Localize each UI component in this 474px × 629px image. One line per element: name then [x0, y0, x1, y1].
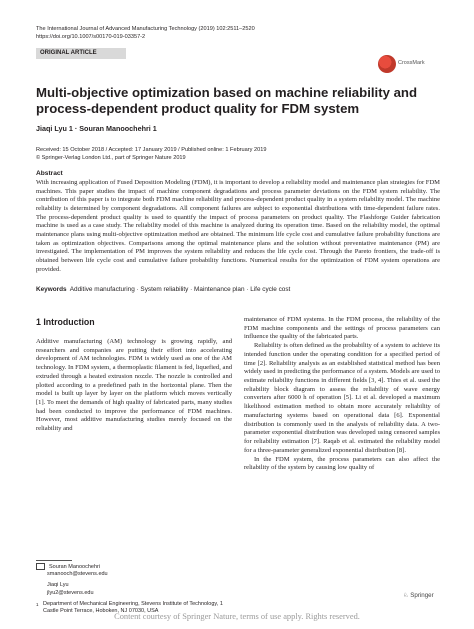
author-list: Jiaqi Lyu 1 · Souran Manoochehri 1 — [36, 124, 157, 133]
paragraph: maintenance of FDM systems. In the FDM process, the reliability of the FDM machine components and the settings of process parameters can influence the quality of the fabricated parts. — [244, 316, 440, 341]
keywords-text: Additive manufacturing · System reliability · Maintenance plan · Life cycle cost — [69, 286, 291, 293]
crossmark-badge[interactable] — [378, 55, 436, 77]
section-heading: 1 Introduction — [36, 317, 95, 327]
journal-citation: The International Journal of Advanced Manufacturing Technology (2019) 102:2511–2520 — [36, 26, 255, 32]
paragraph: Additive manufacturing (AM) technology is growing rapidly, and researchers and companies are putting their effort into accelerating development of AM technologies. FDM is widely used as one of the AM technology. In FDM system, a thermoplastic filament is fed, liquefied, and extruded through a heated extrusion nozzle. The nozzle is controlled and plotted according to a predefined path in the horizontal plane. Then the model is built up layer by layer on the platform which moves vertically [1]. To meet the demands of high quality of fabricated parts, many studies had been conducted to improve the performance of FDM machines. However, most additive manufacturing studies merely focused on the reliability and — [36, 338, 232, 433]
affiliation: Department of Mechanical Engineering, Stevens Institute of Technology, 1 Castle Point Terrace, Hoboken, NJ 07030, USA — [43, 600, 223, 614]
column-right — [244, 316, 440, 473]
publication-dates — [36, 146, 266, 162]
crossmark-icon — [378, 55, 396, 73]
journal-header — [36, 25, 255, 41]
email-icon — [36, 563, 45, 570]
author2-email[interactable]: jlyu2@stevens.edu — [47, 589, 94, 596]
article-type-badge: ORIGINAL ARTICLE — [36, 48, 126, 59]
keywords — [36, 286, 290, 293]
keywords-label: Keywords — [36, 286, 67, 293]
author2-name: Jiaqi Lyu — [47, 582, 69, 589]
courtesy-notice: Content courtesy of Springer Nature, terms of use apply. Rights reserved. — [114, 612, 360, 621]
abstract-heading: Abstract — [36, 170, 63, 177]
paragraph: In the FDM system, the process parameters can also affect the reliability of the system by causing low quality of — [244, 455, 440, 472]
paper-title: Multi-objective optimization based on machine reliability and process-dependent product quality for FDM system — [36, 85, 418, 116]
springer-horse-icon: ♘ — [403, 592, 409, 599]
abstract-text: With increasing application of Fused Deposition Modeling (FDM), it is important to develop a reliability model and maintenance plan strategies for FDM machines. This paper studies the impact of machine component degradations and process parameter deviations on the FDM system reliability. The contribution of this paper is to integrate both FDM machine reliability and process-dependent product quality in a system reliability model. The machine reliability is determined by component degradations. All component failures are subject to exponential distributions with time-dependent failure rates. The process-dependent product quality is used to quantify the impact of process parameters on product quality. The Flashforge Guider fabrication machine is used as a case study. The reliability model of this machine is analyzed during its operation time. Based on the reliability model, the optimal maintenance plans using multi-objective optimization method are obtained. The minimum life cycle cost and cumulative failure probability functions are taken as optimization objectives. Comparisons among the optimal maintenance plans and the solution without preventative maintenance (PM) are investigated. The implementation of PM improves the system reliability and reduces the life cycle cost. Through the Pareto frontiers, the trade-off is obtained between life cycle cost and cumulative failure probability functions. Numerical results for the optimization of FDM system operations are provided. — [36, 179, 440, 273]
paragraph: Reliability is often defined as the probability of a system to achieve its intended function under the operating condition for a specified period of time [2]. Reliability analysis as an established statistical method has been widely used in predicting the performance of a system. Models are used to estimate reliability functions in different fields [3, 4]. Thies et al. used the reliability block diagram to assess the reliability of wave energy converters after 6000 h of operation [5]. Li et al. developed a maximum likelihood estimation method to obtain more accurately reliability of manufacturing systems based on operational data [6]. Exponential distribution is commonly used in the analysis of reliability data. A two-parameter exponential distribution was developed using censored samples for reliability estimation [7]. Raqab et al. estimated the reliability model for a three-parameter generalized exponential distribution [8]. — [244, 342, 440, 454]
affiliation-number: 1 — [36, 601, 39, 607]
copyright-line: © Springer-Verlag London Ltd., part of Springer Nature 2019 — [36, 155, 186, 161]
springer-logo — [403, 592, 434, 599]
springer-wordmark: Springer — [410, 592, 434, 599]
correspondence-footnote — [36, 563, 232, 615]
author1-name: Souran Manoochehri — [49, 563, 101, 570]
doi-link[interactable]: https://doi.org/10.1007/s00170-019-03357-2 — [36, 34, 146, 40]
footnote-divider — [36, 560, 72, 561]
column-left — [36, 338, 232, 434]
author1-email[interactable]: smanooch@stevens.edu — [47, 571, 108, 578]
received-line: Received: 15 October 2018 / Accepted: 17 January 2019 / Published online: 1 February 2019 — [36, 147, 267, 153]
crossmark-label: CrossMark — [398, 60, 425, 66]
